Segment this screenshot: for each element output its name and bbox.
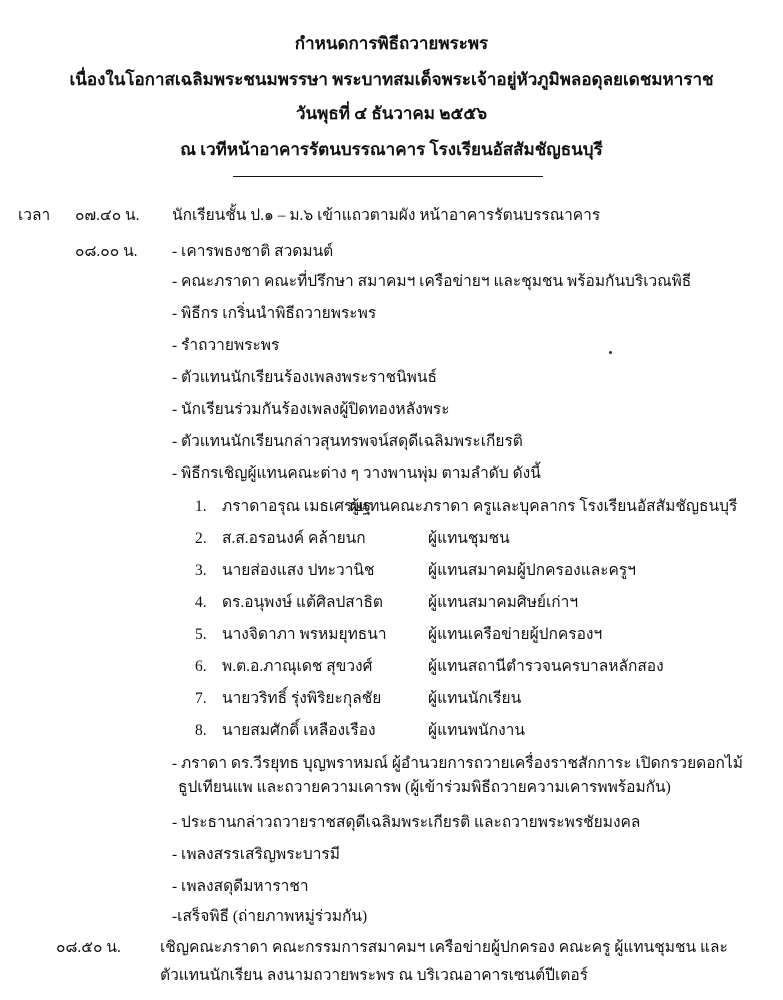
- list-item-text: ธูปเทียนแพ และถวายความเคารพ (ผู้เข้าร่วมพิธีถวายความเคารพพร้อมกัน): [178, 779, 671, 796]
- list-item-text: -เสร็จพิธี (ถ่ายภาพหมู่ร่วมกัน): [172, 908, 368, 925]
- document-venue: ณ เวทีหน้าอาคารรัตนบรรณาคาร โรงเรียนอัสสัมชัญธนบุรี: [180, 140, 603, 159]
- rep-name: นางจิดาภา พรหมยุทธนา: [222, 626, 387, 643]
- list-item-text: - ภราดา ดร.วีรยุทธ บุญพราหมณ์ ผู้อำนวยการถวายเครื่องราชสักการะ เปิดกรวยดอกไม้: [172, 755, 743, 772]
- time-label: เวลา: [18, 207, 51, 224]
- list-item-text: - พิธีกร เกริ่นนำพิธีถวายพระพร: [172, 305, 377, 322]
- rep-name: ดร.อนุพงษ์ แต้ศิลปสาธิต: [222, 594, 383, 611]
- header-divider: [233, 176, 543, 177]
- list-item-text: - นักเรียนร่วมกันร้องเพลงผู้ปิดทองหลังพระ: [172, 401, 450, 418]
- time-0850: ๐๘.๕๐ น.: [56, 939, 121, 956]
- rep-name: นายส่องแสง ปทะวานิช: [222, 562, 375, 579]
- rep-role: ผู้แทนคณะภราดา ครูและบุคลากร โรงเรียนอัสสัมชัญธนบุรี: [350, 498, 738, 515]
- document-occasion: เนื่องในโอกาสเฉลิมพระชนมพรรษา พระบาทสมเด็จพระเจ้าอยู่หัวภูมิพลอดุลยเดชมหาราช: [69, 70, 714, 89]
- rep-name: นายวริทธิ์ รุ่งพิริยะกุลชัย: [222, 690, 382, 707]
- rep-role: ผู้แทนเครือข่ายผู้ปกครองฯ: [428, 626, 603, 643]
- rep-name: นายสมศักดิ์ เหลืองเรือง: [222, 722, 376, 739]
- rep-number: 2.: [195, 530, 207, 547]
- rep-role: ผู้แทนสมาคมศิษย์เก่าฯ: [428, 594, 579, 611]
- schedule-item-text: เชิญคณะภราดา คณะกรรมการสมาคมฯ เครือข่ายผู้ปกครอง คณะครู ผู้แทนชุมชน และ: [160, 939, 728, 956]
- rep-role: ผู้แทนสมาคมผู้ปกครองและครูฯ: [428, 562, 636, 579]
- list-item-text: - เพลงสดุดีมหาราชา: [172, 878, 309, 895]
- rep-number: 7.: [195, 690, 207, 707]
- rep-number: 4.: [195, 594, 207, 611]
- list-item-text: - รำถวายพระพร: [172, 337, 280, 354]
- scan-speck: [609, 351, 612, 354]
- list-item-text: - ตัวแทนนักเรียนกล่าวสุนทรพจน์สดุดีเฉลิมพระเกียรติ: [172, 433, 523, 450]
- rep-number: 5.: [195, 626, 207, 643]
- time-0800: ๐๘.๐๐ น.: [75, 243, 138, 260]
- rep-name: ส.ส.อรอนงค์ คล้ายนก: [222, 530, 366, 547]
- rep-name: พ.ต.อ.ภาณุเดช สุขวงศ์: [222, 658, 373, 675]
- rep-number: 1.: [195, 498, 207, 515]
- document-title: กำหนดการพิธีถวายพระพร: [294, 34, 489, 53]
- list-item-text: - ประธานกล่าวถวายราชสดุดีเฉลิมพระเกียรติ และถวายพระพรชัยมงคล: [172, 814, 641, 831]
- rep-role: ผู้แทนชุมชน: [428, 530, 510, 547]
- schedule-item-text: ตัวแทนนักเรียน ลงนามถวายพระพร ณ บริเวณอาคารเซนต์ปีเตอร์: [160, 967, 588, 984]
- list-item-text: - เพลงสรรเสริญพระบารมี: [172, 846, 340, 863]
- rep-number: 3.: [195, 562, 207, 579]
- list-item-text: - พิธีกรเชิญผู้แทนคณะต่าง ๆ วางพานพุ่ม ตามลำดับ ดังนี้: [172, 465, 541, 482]
- list-item-text: - ตัวแทนนักเรียนร้องเพลงพระราชนิพนธ์: [172, 369, 437, 386]
- document-date: วันพุธที่ ๔ ธันวาคม ๒๕๕๖: [296, 104, 487, 123]
- rep-number: 8.: [195, 722, 207, 739]
- rep-number: 6.: [195, 658, 207, 675]
- rep-role: ผู้แทนสถานีตำรวจนครบาลหลักสอง: [428, 658, 664, 675]
- rep-name: ภราดาอรุณ เมธเศรษฐ: [222, 498, 372, 515]
- rep-role: ผู้แทนพนักงาน: [428, 722, 525, 739]
- list-item: - เคารพธงชาติ สวดมนต์: [172, 243, 334, 260]
- rep-role: ผู้แทนนักเรียน: [428, 690, 522, 707]
- schedule-item-text: นักเรียนชั้น ป.๑ – ม.๖ เข้าแถวตามผัง หน้าอาคารรัตนบรรณาคาร: [172, 207, 601, 224]
- list-item-text: - คณะภราดา คณะที่ปรึกษา สมาคมฯ เครือข่ายฯ และชุมชน พร้อมกันบริเวณพิธี: [172, 273, 692, 290]
- time-0740: ๐๗.๔๐ น.: [75, 207, 140, 224]
